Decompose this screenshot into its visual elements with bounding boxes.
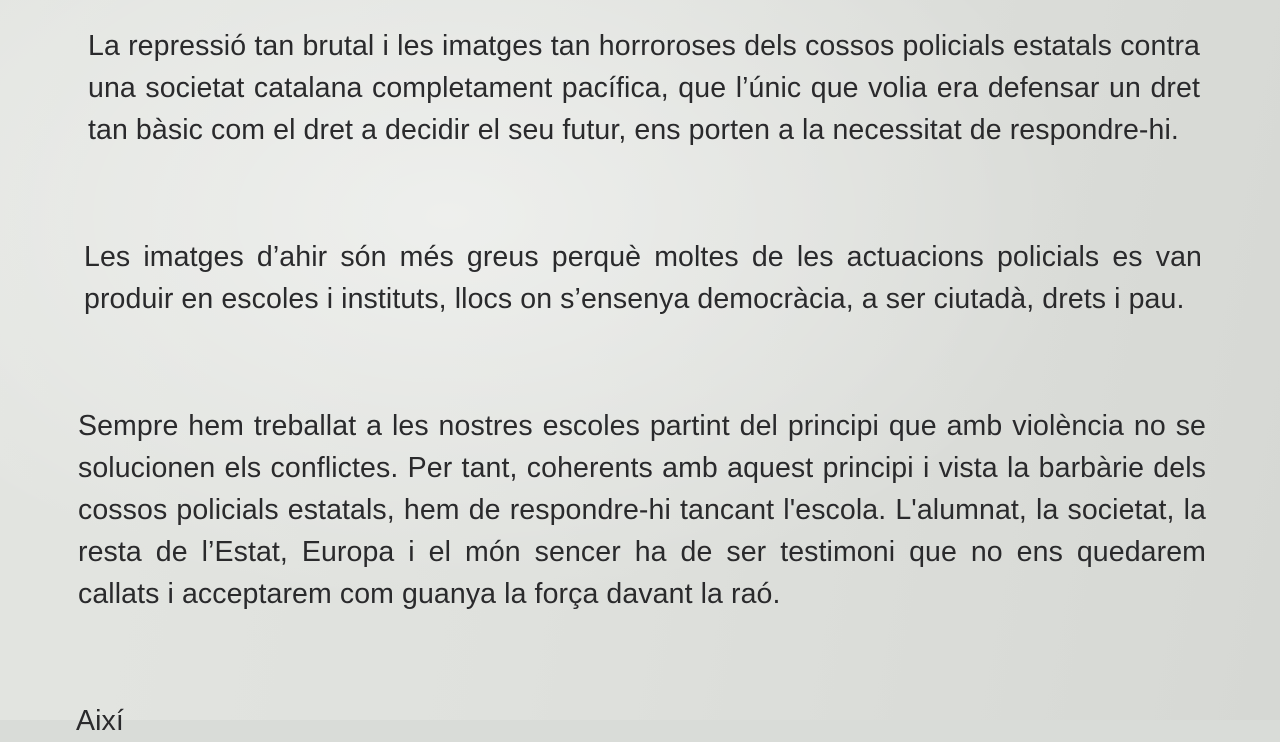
paragraph-4-partial [76,700,1206,742]
paragraph-1: La repressió tan brutal i les imatges tan horroroses dels cossos policials estatals contra una societat catalana completament pacífica, que l’únic que volia era defensar un dret tan bàsic com el dret a decidir el seu futur, ens porten a la necessitat de respondre-hi. [88,30,1200,146]
paragraph-2: Les imatges d’ahir són més greus perquè moltes de les actuacions policials es van produir en escoles i instituts, llocs on s’ensenya democràcia, a ser ciutadà, drets i pau. [84,241,1202,315]
paragraph-4-fragment: Així [76,705,124,737]
paragraph-3: Sempre hem treballat a les nostres escoles partint del principi que amb violència no se solucionen els conflictes. Per tant, coherents amb aquest principi i vista la barbàrie dels cossos policials estatals, hem de respondre-hi tancant l'escola. L'alumnat, la societat, la resta de l’Estat, Europa i el món sencer ha de ser testimoni que no ens quedarem callats i acceptarem com guanya la força davant la raó. [78,410,1206,610]
